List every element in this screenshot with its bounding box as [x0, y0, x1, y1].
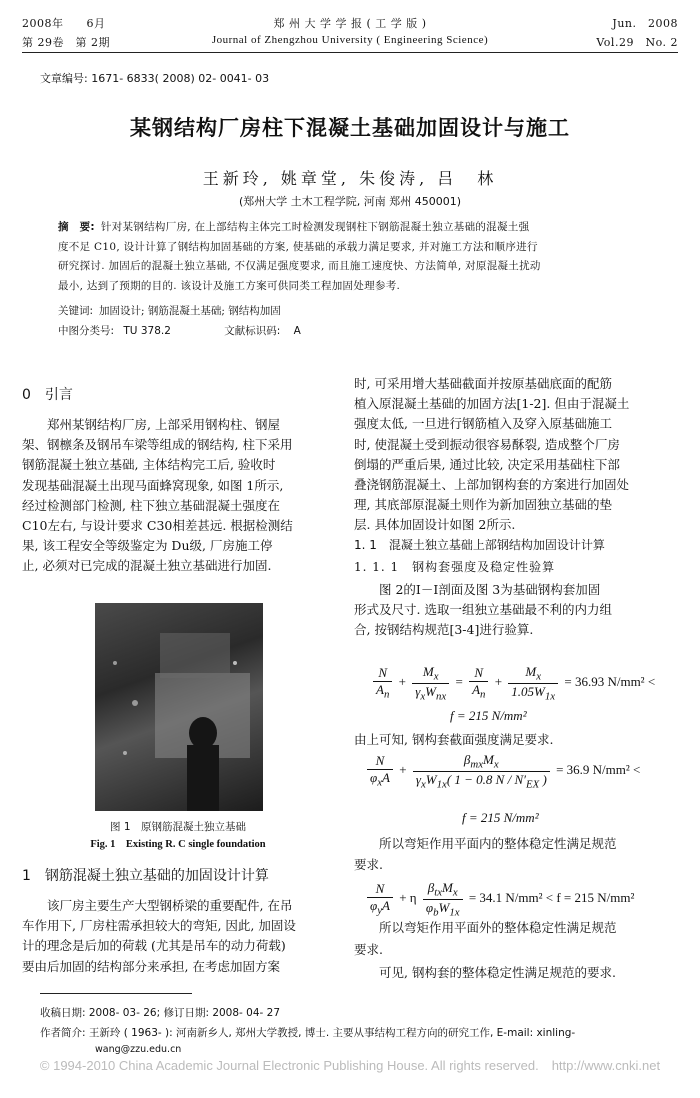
- article-number: 文章编号: 1671- 6833( 2008) 02- 0041- 03: [40, 72, 270, 85]
- text-outplane-ok-1: 所以弯矩作用平面外的整体稳定性满足规范: [354, 920, 617, 935]
- text-strength-ok: 由上可知, 钢构套截面强度满足要求.: [354, 732, 554, 747]
- section-1-title: 1 钢筋混凝土独立基础的加固设计计算: [22, 868, 269, 884]
- text-line: 发现基础混凝土出现马面蜂窝现象, 如图 1所示,: [22, 477, 284, 493]
- keywords-label: 关键词:: [58, 305, 94, 317]
- text-line: C10左右, 与设计要求 C30相差甚远. 根据检测结: [22, 518, 293, 534]
- author-bio: 作者简介: 王新玲 ( 1963- ): 河南新乡人, 郑州大学教授, 博士. 主要从事结构工程方向的研究工作, E-mail: xinling-: [40, 1027, 576, 1039]
- equation-3: $\frac{N}{\varphi_yA}$ + η $\frac{\beta_{tx}M_x}{\varphi_bW_{1x}}$ = 34.1 N/mm² < f = 215 N/mm²: [364, 880, 634, 918]
- calc-intro: [354, 580, 680, 641]
- journal-name-en: Journal of Zhengzhou University ( Engineering Science): [211, 34, 489, 46]
- text-line: 计的理念是后加的荷载 (尤其是吊车的动力荷载): [22, 938, 286, 954]
- section-1-paragraph: [22, 896, 334, 977]
- text-line: 倒塌的严重后果, 通过比较, 决定采用基础柱下部: [354, 456, 620, 472]
- text-line: 图 2的Ⅰ－Ⅰ剖面及图 3为基础钢构套加固: [354, 582, 601, 597]
- text-line: 要由后加固的结构部分来承担, 在考虑加固方案: [22, 958, 280, 974]
- text-line: 植入原混凝土基础的加固方法[1-2]. 但由于混凝土: [354, 396, 630, 412]
- text-line: 果, 该工程安全等级鉴定为 Du级, 厂房施工停: [22, 538, 273, 554]
- abstract-line: 研究探讨. 加固后的混凝土独立基础, 不仅满足强度要求, 而且施工速度快、方法简单, 对原混凝土扰动: [58, 260, 541, 272]
- doc-code-value: A: [293, 325, 301, 337]
- equation-1-limit: f = 215 N/mm²: [450, 708, 527, 723]
- equation-2: $\frac{N}{\varphi_xA}$ + $\frac{\beta_{mx}M_x}{\gamma_xW_{1x}( 1 - 0.8 N / N'_{EX} )}$ = 36.9 N/mm² <: [364, 752, 640, 790]
- paper-title: 某钢结构厂房柱下混凝土基础加固设计与施工: [130, 116, 570, 140]
- journal-name-cn: 郑 州 大 学 学 报 ( 工 学 版 ): [273, 17, 427, 30]
- foundation-photo: [95, 603, 263, 811]
- figure-1-caption-en: Fig. 1 Existing R. C single foundation: [90, 839, 266, 850]
- affiliation: (郑州大学 土木工程学院, 河南 郑州 450001): [238, 195, 462, 208]
- text-line: 形式及尺寸. 选取一组独立基础最不利的内力组: [354, 602, 612, 618]
- subsection-1-1-1: 1. 1. 1 钢构套强度及稳定性验算: [354, 560, 556, 574]
- text-inplane-ok-1: 所以弯矩作用平面内的整体稳定性满足规范: [354, 836, 617, 851]
- subsection-1-1: 1. 1 混凝土独立基础上部钢结构加固设计计算: [354, 538, 605, 552]
- clc-value: TU 378.2: [123, 325, 171, 337]
- doc-code-label: 文献标识码:: [224, 325, 281, 337]
- abstract: [58, 218, 638, 296]
- text-line: 合, 按钢结构规范[3-4]进行验算.: [354, 622, 534, 638]
- text-conclusion: 可见, 钢构套的整体稳定性满足规范的要求.: [354, 965, 616, 980]
- equation-1: $\frac{N}{A_n}$ + $\frac{M_x}{\gamma_xW_{nx}}$ = $\frac{N}{A_n}$ + $\frac{M_x}{1.05W_{1x}}$ = 36.93 N/mm² <: [370, 664, 655, 702]
- text-line: 经过检测部门检测, 柱下独立基础混凝土强度在: [22, 497, 280, 513]
- footnote-rule: [40, 993, 192, 994]
- text-line: 叠浇钢筋混凝土、上部加钢构套的方案进行加固处: [354, 477, 630, 493]
- text-line: 时, 可采用增大基础截面并按原基础底面的配筋: [354, 376, 612, 391]
- text-line: 时, 使混凝土受到振动很容易酥裂, 造成整个厂房: [354, 436, 620, 452]
- text-outplane-ok-2: 要求.: [354, 942, 383, 957]
- text-line: 该厂房主要生产大型钢桥梁的重要配件, 在吊: [22, 898, 293, 913]
- header-rule: [22, 52, 678, 53]
- abstract-line: 最小, 达到了预期的目的. 该设计及施工方案可供同类工程加固处理参考.: [58, 279, 401, 292]
- abstract-label: 摘 要:: [58, 221, 95, 233]
- equation-2-result: = 36.9 N/mm² <: [556, 762, 641, 778]
- text-line: 架、钢檩条及钢吊车梁等组成的钢结构, 柱下采用: [22, 437, 293, 453]
- intro-paragraph: [22, 415, 334, 577]
- equation-2-limit: f = 215 N/mm²: [462, 810, 539, 825]
- authors: 王新玲, 姚章堂, 朱俊涛, 吕 林: [202, 169, 498, 188]
- text-line: 止, 必须对已完成的混凝土独立基础进行加固.: [22, 558, 272, 574]
- header-issue: Vol.29 No. 2: [596, 36, 678, 49]
- copyright-watermark: © 1994-2010 China Academic Journal Electronic Publishing House. All rights reserved. http://www.cnki.net: [39, 1058, 661, 1073]
- text-inplane-ok-2: 要求.: [354, 857, 383, 872]
- abstract-line: 度不足 C10, 设计计算了钢结构加固基础的方案, 使基础的承载力满足要求, 并对施工方法和顺序进行: [58, 240, 538, 253]
- equation-3-result: = 34.1 N/mm² < f = 215 N/mm²: [468, 890, 635, 906]
- clc-label: 中图分类号:: [58, 325, 115, 337]
- abstract-line: 针对某钢结构厂房, 在上部结构主体完工时检测发现钢柱下钢筋混凝土独立基础的混凝土强: [100, 221, 530, 233]
- text-line: 车作用下, 厂房柱需承担较大的弯矩, 因此, 加固设: [22, 918, 296, 934]
- right-paragraph: [354, 374, 680, 536]
- header-volume: 第 29卷 第 2期: [22, 36, 110, 49]
- text-line: 强度太低, 一旦进行钢筋植入及穿入原基础施工: [354, 416, 612, 432]
- section-0-title: 0 引言: [22, 387, 73, 403]
- figure-1-caption-cn: 图 1 原钢筋混凝土独立基础: [109, 821, 247, 833]
- text-line: 层. 具体加固设计如图 2所示.: [354, 517, 516, 533]
- keywords: [58, 302, 638, 320]
- classification: [58, 322, 638, 340]
- text-line: 郑州某钢结构厂房, 上部采用钢构柱、钢屋: [22, 417, 280, 432]
- keywords-text: 加固设计; 钢筋混凝土基础; 钢结构加固: [99, 305, 281, 317]
- header-date: 2008年 6月: [22, 17, 106, 30]
- header-month: Jun. 2008: [612, 17, 678, 30]
- received-date: 收稿日期: 2008- 03- 26; 修订日期: 2008- 04- 27: [40, 1007, 281, 1019]
- text-line: 理, 其底部原混凝土则作为新加固独立基础的垫: [354, 497, 612, 513]
- equation-1-result: = 36.93 N/mm² <: [564, 674, 656, 690]
- author-email: wang@zzu.edu.cn: [95, 1044, 182, 1055]
- text-line: 钢筋混凝土独立基础, 主体结构完工后, 验收时: [22, 457, 276, 473]
